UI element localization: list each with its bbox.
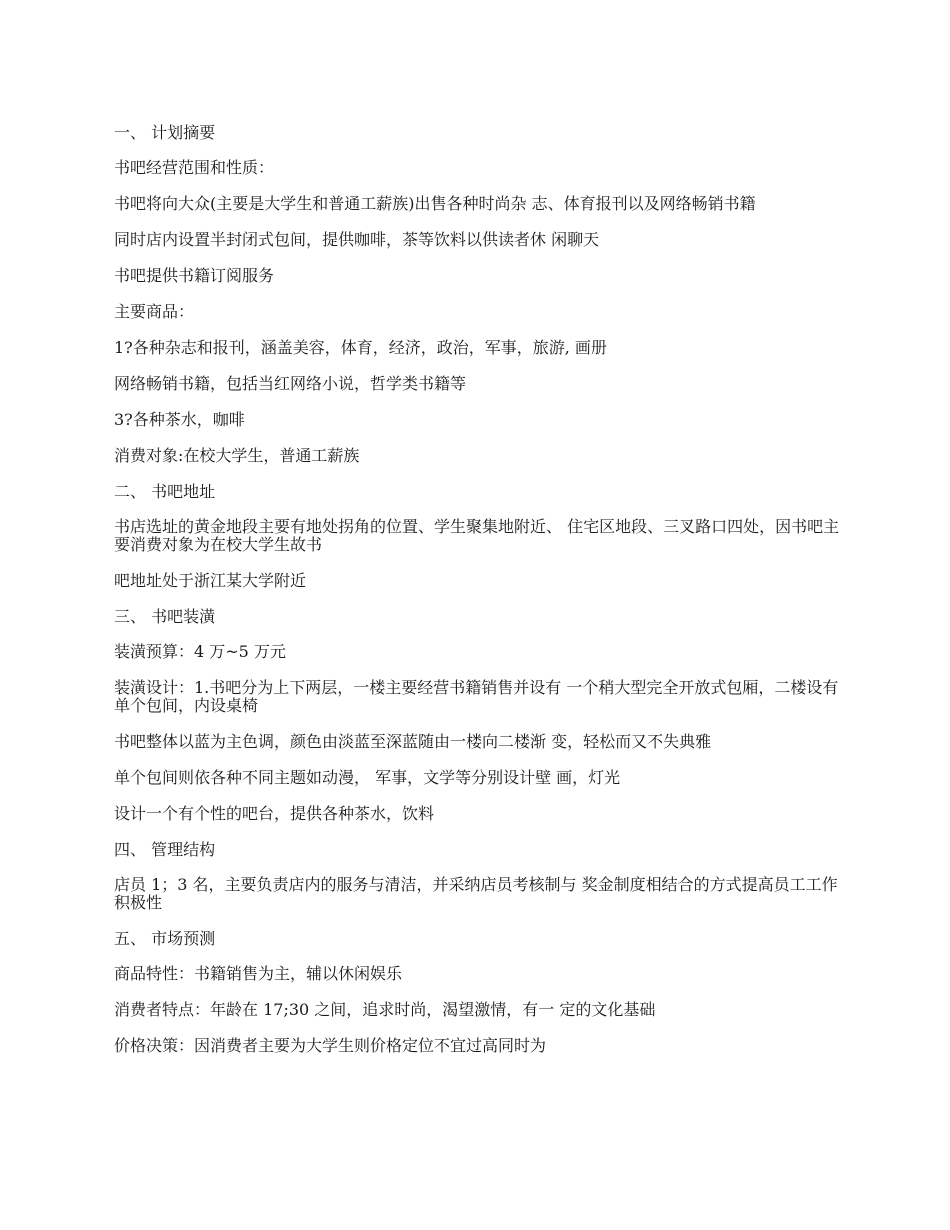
paragraph-scope-label: 书吧经营范围和性质： [114,158,275,177]
section-heading-market-forecast: 五、 市场预测 [114,929,216,948]
paragraph-product-features: 商品特性：书籍销售为主，辅以休闲娱乐 [114,964,403,983]
paragraph-consumer-features: 消费者特点：年龄在 17;30 之间，追求时尚，渴望激情，有一 定的文化基础 [114,1000,656,1019]
section-heading-decoration: 三、 书吧装潢 [114,607,216,626]
paragraph-subscription: 书吧提供书籍订阅服务 [114,266,275,285]
paragraph-location: 吧地址处于浙江某大学附近 [114,571,307,590]
section-heading-management: 四、 管理结构 [114,840,216,859]
document-page [114,124,844,1073]
paragraph-room-themes: 单个包间则依各种不同主题如动漫， 军事，文学等分别设计壁 画，灯光 [114,768,621,787]
paragraph-color-theme: 书吧整体以蓝为主色调，颜色由淡蓝至深蓝随由一楼向二楼渐 变，轻松而又不失典雅 [114,732,712,751]
paragraph-pricing: 价格决策：因消费者主要为大学生则价格定位不宜过高同时为 [114,1036,547,1055]
section-heading-address: 二、 书吧地址 [114,482,216,501]
section-heading-plan-summary: 一、 计划摘要 [114,123,216,142]
paragraph-product-books: 网络畅销书籍，包括当红网络小说，哲学类书籍等 [114,374,467,393]
paragraph-location-criteria: 书店选址的黄金地段主要有地处拐角的位置、学生聚集地附近、 住宅区地段、三叉路口四处，因书吧主要消费对象为在校大学生故书 [114,517,840,554]
paragraph-private-rooms: 同时店内设置半封闭式包间，提供咖啡，茶等饮料以供读者休 闲聊天 [114,230,600,249]
paragraph-product-magazines: 1?各种杂志和报刊，涵盖美容，体育，经济，政治，军事，旅游, 画册 [114,338,607,357]
paragraph-products-label: 主要商品： [114,302,195,321]
paragraph-budget: 装潢预算：4 万~5 万元 [114,642,286,661]
paragraph-product-drinks: 3?各种茶水，咖啡 [114,410,245,429]
paragraph-bar-counter: 设计一个有个性的吧台，提供各种茶水，饮料 [114,804,435,823]
paragraph-customers: 消费对象:在校大学生，普通工薪族 [114,446,360,465]
paragraph-staff: 店员 1；3 名，主要负责店内的服务与清洁，并采纳店员考核制与 奖金制度相结合的方式提高员工工作积极性 [114,875,838,912]
paragraph-design: 装潢设计：1.书吧分为上下两层，一楼主要经营书籍销售并设有 一个稍大型完全开放式包厢，二楼设有单个包间，内设桌椅 [114,678,839,715]
paragraph-scope-description: 书吧将向大众(主要是大学生和普通工薪族)出售各种时尚杂 志、体育报刊以及网络畅销书籍 [114,194,756,213]
